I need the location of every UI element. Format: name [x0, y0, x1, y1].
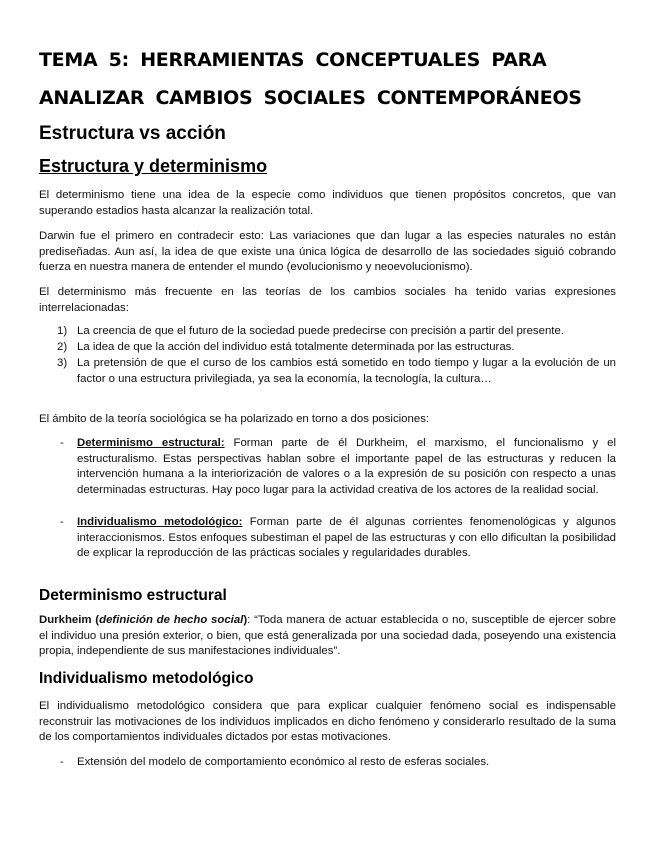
paragraph-expresiones: El determinismo más frecuente en las teorías de los cambios sociales ha tenido varias expresiones interrelacionadas:: [39, 286, 616, 314]
position-list-item: [39, 515, 616, 562]
heading-individualismo-metodologico: Individualismo metodológico: [39, 670, 254, 687]
paragraph-polarizacion: El ámbito de la teoría sociológica se ha polarizado en torno a dos posiciones:: [39, 413, 430, 425]
paragraph-determinismo: El determinismo tiene una idea de la especie como individuos que tienen propósitos concretos, que van superando estadios hasta alcanzar la realización total.: [39, 189, 616, 217]
numbered-list-item: [39, 340, 616, 356]
list-item-text: La idea de que la acción del individuo está totalmente determinada por las estructuras.: [77, 341, 515, 353]
list-marker: 1): [57, 325, 68, 337]
definition-label: definición de hecho social: [99, 614, 244, 626]
list-item: [39, 755, 616, 771]
list-marker: 2): [57, 341, 68, 353]
list-item-text: La creencia de que el futuro de la sociedad puede predecirse con precisión a partir del presente.: [77, 325, 564, 337]
bullet-marker: -: [60, 437, 64, 449]
bullet-marker: -: [60, 516, 64, 528]
bullet-marker: -: [60, 756, 64, 768]
closing-paren: ): [243, 614, 248, 626]
numbered-list-item: [39, 324, 616, 340]
position-list-item: [39, 436, 616, 498]
paragraph-durkheim: [39, 613, 616, 660]
position-description: Forman parte de él Durkheim, el marxismo, el funcionalismo y el estructuralismo. Estas perspectivas hablan sobre el importante papel de las estructuras y reducen la intervención humana a la interiorización de valores o a la expresión de su posición con respecto a unas determinadas estructuras. Hay poco lugar para la actividad creativa de los actores de la realidad social.: [77, 437, 616, 496]
definition-quote: : “Toda manera de actuar establecida o no, susceptible de ejercer sobre el individuo una presión exterior, o bien, que está generalizada por una sociedad dada, poseyendo una existencia propia, independiente de sus manifestaciones individuales”.: [39, 614, 616, 657]
paragraph-individualismo: El individualismo metodológico considera que para explicar cualquier fenómeno social es indispensable reconstruir las motivaciones de los individuos implicados en dicho fenómeno y considerarlo resultado de la suma de los comportamientos individuales dictados por estas motivaciones.: [39, 700, 616, 743]
document-title: TEMA 5: HERRAMIENTAS CONCEPTUALES PARA ANALIZAR CAMBIOS SOCIALES CONTEMPORÁNEOS: [39, 49, 582, 109]
numbered-list-item: [39, 356, 616, 387]
heading-determinismo-estructural: Determinismo estructural: [39, 587, 227, 604]
subsection-title: Estructura y determinismo: [39, 156, 268, 176]
term-determinismo-estructural: Determinismo estructural:: [77, 437, 225, 449]
list-marker: 3): [57, 357, 68, 369]
term-individualismo-metodologico: Individualismo metodológico:: [77, 516, 243, 528]
author-name: Durkheim (: [39, 614, 100, 626]
position-description: Forman parte de él algunas corrientes fenomenológicas y algunos interaccionismos. Estos enfoques subestiman el papel de las estructuras y con ello dificultan la posibilidad de explicar la reproducción de las prácticas sociales y regularidades durables.: [77, 516, 616, 559]
list-item-text: Extensión del modelo de comportamiento económico al resto de esferas sociales.: [77, 756, 490, 768]
list-item-text: La pretensión de que el curso de los cambios está sometido en todo tiempo y lugar a la evolución de un factor o una estructura privilegiada, ya sea la economía, la tecnología, la cultura…: [77, 357, 616, 385]
paragraph-darwin: Darwin fue el primero en contradecir esto: Las variaciones que dan lugar a las especies naturales no están prediseñadas. Aun así, la idea de que existe una única lógica de desarrollo de las sociedades siguió cobrando fuerza en nuestra manera de entender el mundo (evolucionismo y neoevolucionismo).: [39, 230, 616, 273]
section-title: Estructura vs acción: [39, 123, 226, 144]
